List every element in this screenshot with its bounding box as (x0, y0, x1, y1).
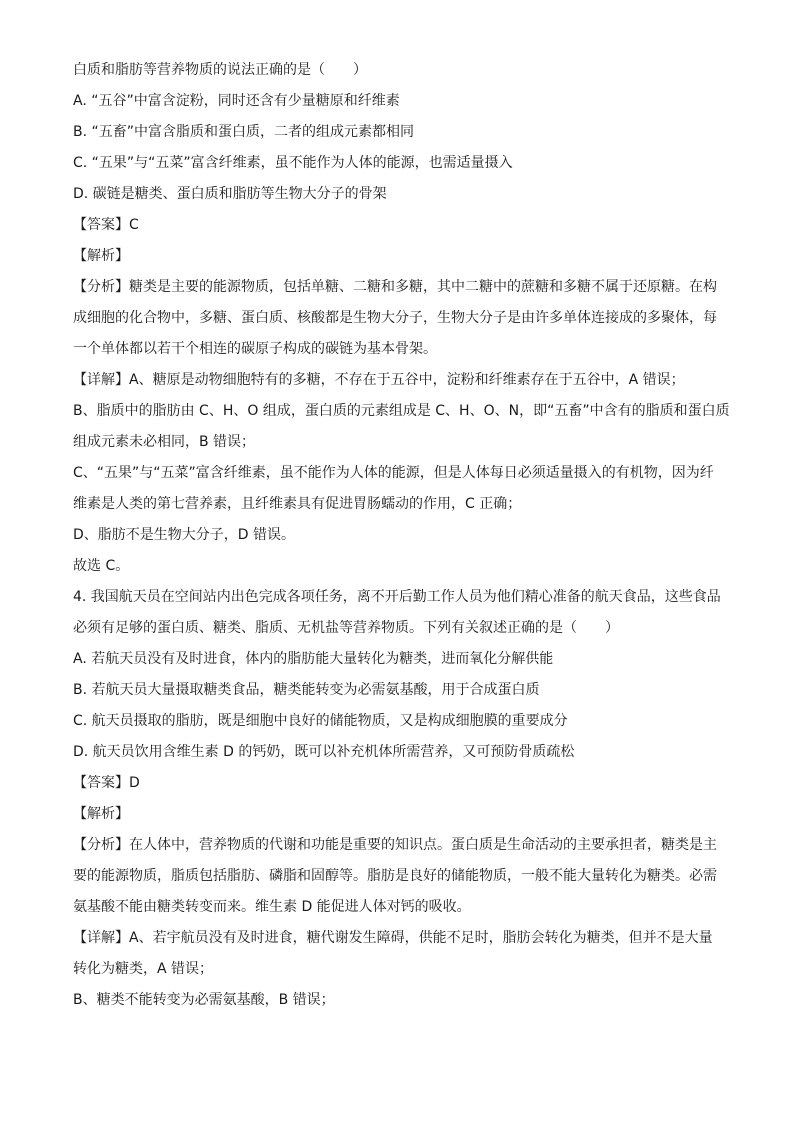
question-3-fenxi-line-1: 【分析】糖类是主要的能源物质，包括单糖、二糖和多糖，其中二糖中的蔗糖和多糖不属于还原糖。在构 (73, 279, 717, 295)
question-3 (73, 62, 730, 1008)
question-3-fenxi-line-2: 成细胞的化合物中，多糖、蛋白质、核酸都是生物大分子，生物大分子是由许多单体连接成的多聚体，每 (73, 310, 717, 326)
question-4-xiangjie-line-1: 【详解】A、若宇航员没有及时进食，糖代谢发生障碍，供能不足时，脂肪会转化为糖类，但并不是大量 (73, 930, 713, 946)
question-4-option-d: D. 航天员饮用含维生素 D 的钙奶，既可以补充机体所需营养，又可预防骨质疏松 (73, 744, 575, 760)
question-3-xiangjie-line-5: 维素是人类的第七营养素，且纤维素具有促进胃肠蠕动的作用，C 正确； (73, 496, 522, 512)
question-4-fenxi-line-1: 【分析】在人体中，营养物质的代谢和功能是重要的知识点。蛋白质是生命活动的主要承担者，糖类是主 (73, 837, 717, 853)
question-4-answer: 【答案】D (73, 775, 140, 791)
document-page (73, 62, 730, 1008)
question-4-xiangjie-line-2: 转化为糖类，A 错误； (73, 961, 214, 977)
question-3-xiangjie-line-2: B、脂质中的脂肪由 C、H、O 组成，蛋白质的元素组成是 C、H、O、N，即“五畜”中含有的脂质和蛋白质 (73, 403, 730, 419)
question-3-answer: 【答案】C (73, 217, 139, 233)
question-4-fenxi-line-2: 要的能源物质，脂质包括脂肪、磷脂和固醇等。脂肪是良好的储能物质，一般不能大量转化为糖类。必需 (73, 868, 717, 884)
question-4-fenxi-line-3: 氨基酸不能由糖类转变而来。维生素 D 能促进人体对钙的吸收。 (73, 899, 471, 915)
question-3-xiangjie-line-4: C、“五果”与“五菜”富含纤维素，虽不能作为人体的能源，但是人体每日必须适量摄入的有机物，因为纤 (73, 465, 714, 481)
question-3-xiangjie-line-3: 组成元素未必相同，B 错误； (73, 434, 256, 450)
question-4-stem-line-1: 4. 我国航天员在空间站内出色完成各项任务，离不开后勤工作人员为他们精心准备的航天食品，这些食品 (73, 589, 721, 605)
question-3-option-b: B. “五畜”中富含脂质和蛋白质，二者的组成元素都相同 (73, 124, 415, 140)
question-4-option-b: B. 若航天员大量摄取糖类食品，糖类能转变为必需氨基酸，用于合成蛋白质 (73, 682, 540, 698)
question-3-xiangjie-line-1: 【详解】A、糖原是动物细胞特有的多糖，不存在于五谷中，淀粉和纤维素存在于五谷中，A 错误； (73, 372, 685, 388)
question-3-stem: 白质和脂肪等营养物质的说法正确的是（ ） (73, 62, 367, 78)
question-3-option-d: D. 碳链是糖类、蛋白质和脂肪等生物大分子的骨架 (73, 186, 387, 202)
question-3-xiangjie-line-6: D、脂肪不是生物大分子，D 错误。 (73, 527, 296, 543)
question-3-conclusion: 故选 C。 (73, 558, 130, 574)
question-4-analysis-label: 【解析】 (73, 806, 129, 822)
question-3-analysis-label: 【解析】 (73, 248, 129, 264)
question-3-option-c: C. “五果”与“五菜”富含纤维素，虽不能作为人体的能源，也需适量摄入 (73, 155, 513, 171)
question-4-stem-line-2: 必须有足够的蛋白质、糖类、脂质、无机盐等营养物质。下列有关叙述正确的是（ ） (73, 620, 619, 636)
question-3-option-a: A. “五谷”中富含淀粉，同时还含有少量糖原和纤维素 (73, 93, 400, 109)
question-4-option-a: A. 若航天员没有及时进食，体内的脂肪能大量转化为糖类，进而氧化分解供能 (73, 651, 554, 667)
question-4-xiangjie-line-3: B、糖类不能转变为必需氨基酸，B 错误； (73, 992, 335, 1008)
question-4-option-c: C. 航天员摄取的脂肪，既是细胞中良好的储能物质，又是构成细胞膜的重要成分 (73, 713, 568, 729)
question-3-fenxi-line-3: 一个单体都以若干个相连的碳原子构成的碳链为基本骨架。 (73, 341, 437, 357)
